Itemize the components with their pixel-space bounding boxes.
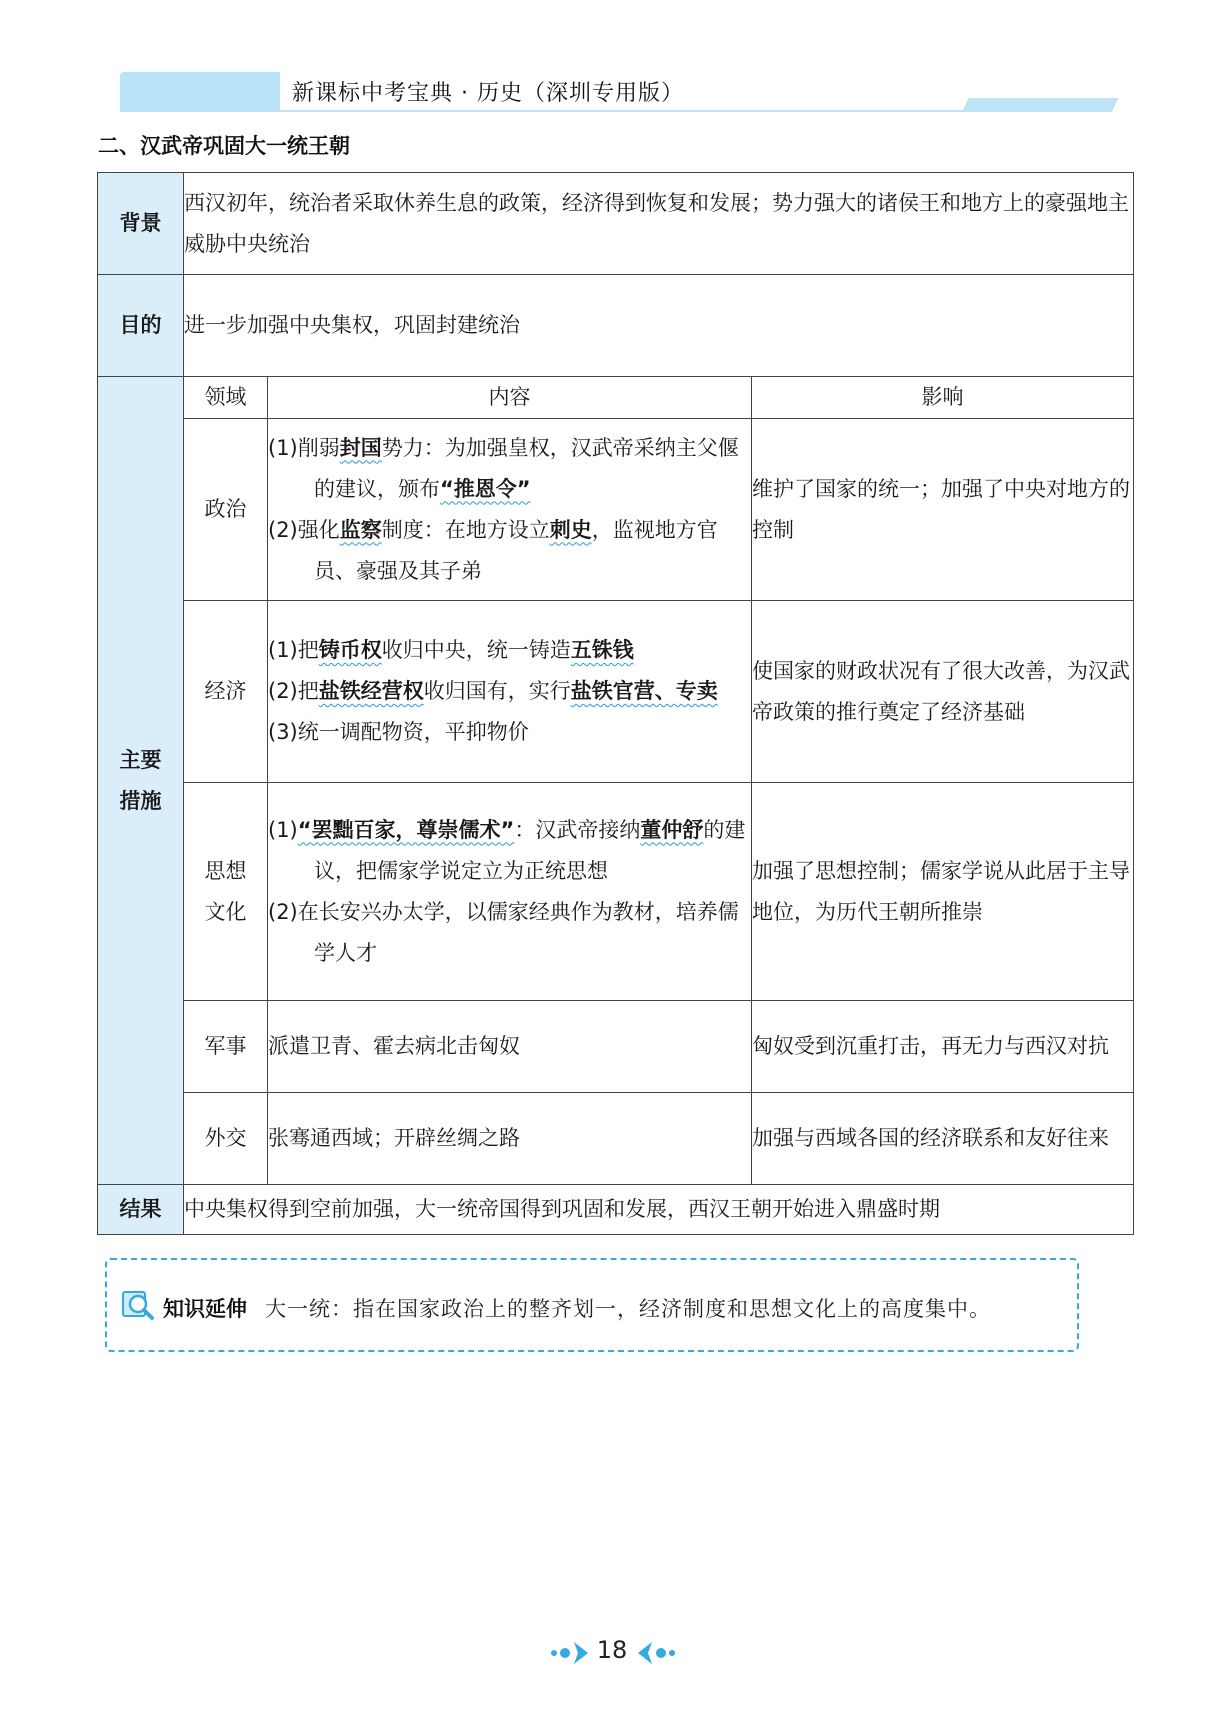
header-tab — [120, 72, 280, 110]
book-title: 新课标中考宝典 · 历史（深圳专用版） — [292, 81, 684, 106]
background-text: 西汉初年，统治者采取休养生息的政策，经济得到恢复和发展；势力强大的诸侯王和地方上的豪强地主威胁中央统治 — [184, 173, 1134, 275]
purpose-label: 目的 — [98, 275, 184, 377]
keyword: 监察 — [339, 517, 382, 542]
result-text: 中央集权得到空前加强，大一统帝国得到巩固和发展，西汉王朝开始进入鼎盛时期 — [184, 1185, 1134, 1235]
section-title: 二、汉武帝巩固大一统王朝 — [98, 134, 350, 158]
politics-content — [268, 419, 752, 601]
row-culture — [98, 783, 1134, 1001]
magnifier-icon — [121, 1288, 155, 1322]
col-header-content: 内容 — [268, 377, 752, 419]
keyword: 盐铁官营、专卖 — [570, 679, 718, 703]
reform-table — [97, 172, 1134, 1235]
measures-label-line1: 主要 — [119, 747, 162, 772]
note-heading: 知识延伸 — [163, 1297, 247, 1321]
keyword: “罢黜百家，尊崇儒术” — [297, 817, 515, 842]
row-purpose — [98, 275, 1134, 377]
row-measures-header — [98, 377, 1134, 419]
culture-item-2: (2)在长安兴办太学，以儒家经典作为教材，培养儒学人才 — [268, 899, 739, 965]
military-domain: 军事 — [184, 1001, 268, 1093]
keyword: 铸币权 — [318, 638, 382, 662]
politics-domain: 政治 — [184, 419, 268, 601]
diplomacy-impact: 加强与西域各国的经济联系和友好往来 — [752, 1093, 1134, 1185]
col-header-impact: 影响 — [752, 377, 1134, 419]
background-label: 背景 — [98, 173, 184, 275]
military-impact: 匈奴受到沉重打击，再无力与西汉对抗 — [752, 1001, 1134, 1093]
politics-item-2: (2)强化监察制度：在地方设立刺史，监视地方官员、豪强及其子弟 — [268, 517, 718, 583]
diplomacy-content: 张骞通西域；开辟丝绸之路 — [268, 1093, 752, 1185]
keyword: 五铢钱 — [570, 638, 634, 662]
row-politics — [98, 419, 1134, 601]
measures-label-line2: 措施 — [119, 788, 162, 813]
military-content: 派遣卫青、霍去病北击匈奴 — [268, 1001, 752, 1093]
diplomacy-domain: 外交 — [184, 1093, 268, 1185]
row-result — [98, 1185, 1134, 1235]
keyword: 封国 — [339, 435, 382, 460]
note-text: 大一统：指在国家政治上的整齐划一，经济制度和思想文化上的高度集中。 — [265, 1297, 991, 1321]
keyword: 董仲舒 — [640, 817, 704, 842]
keyword: “推恩令” — [440, 476, 531, 501]
economy-content — [268, 601, 752, 783]
economy-domain: 经济 — [184, 601, 268, 783]
knowledge-extension-box — [105, 1258, 1079, 1352]
row-background — [98, 173, 1134, 275]
keyword: 刺史 — [549, 517, 592, 542]
measures-label — [98, 377, 184, 1185]
row-military — [98, 1001, 1134, 1093]
result-label: 结果 — [98, 1185, 184, 1235]
row-diplomacy — [98, 1093, 1134, 1185]
page-number: 18 — [596, 1636, 628, 1664]
politics-impact: 维护了国家的统一；加强了中央对地方的控制 — [752, 419, 1134, 601]
politics-item-1: (1)削弱封国势力：为加强皇权，汉武帝采纳主父偃的建议，颁布“推恩令” — [268, 435, 739, 501]
page-arrow-right-icon — [634, 1640, 678, 1666]
col-header-domain: 领域 — [184, 377, 268, 419]
culture-item-1: (1)“罢黜百家，尊崇儒术”：汉武帝接纳董仲舒的建议，把儒家学说定立为正统思想 — [268, 817, 746, 883]
economy-impact: 使国家的财政状况有了很大改善，为汉武帝政策的推行奠定了经济基础 — [752, 601, 1134, 783]
purpose-text: 进一步加强中央集权，巩固封建统治 — [184, 275, 1134, 377]
economy-item-1: (1)把铸币权收归中央，统一铸造五铢钱 — [268, 638, 634, 662]
keyword: 盐铁经营权 — [318, 679, 424, 703]
economy-item-2: (2)把盐铁经营权收归国有，实行盐铁官营、专卖 — [268, 679, 718, 703]
culture-impact: 加强了思想控制；儒家学说从此居于主导地位，为历代王朝所推崇 — [752, 783, 1134, 1001]
culture-domain: 思想 文化 — [184, 783, 268, 1001]
row-economy — [98, 601, 1134, 783]
economy-item-3: (3)统一调配物资，平抑物价 — [268, 720, 529, 744]
header-accent-block — [962, 98, 1119, 112]
culture-content — [268, 783, 752, 1001]
